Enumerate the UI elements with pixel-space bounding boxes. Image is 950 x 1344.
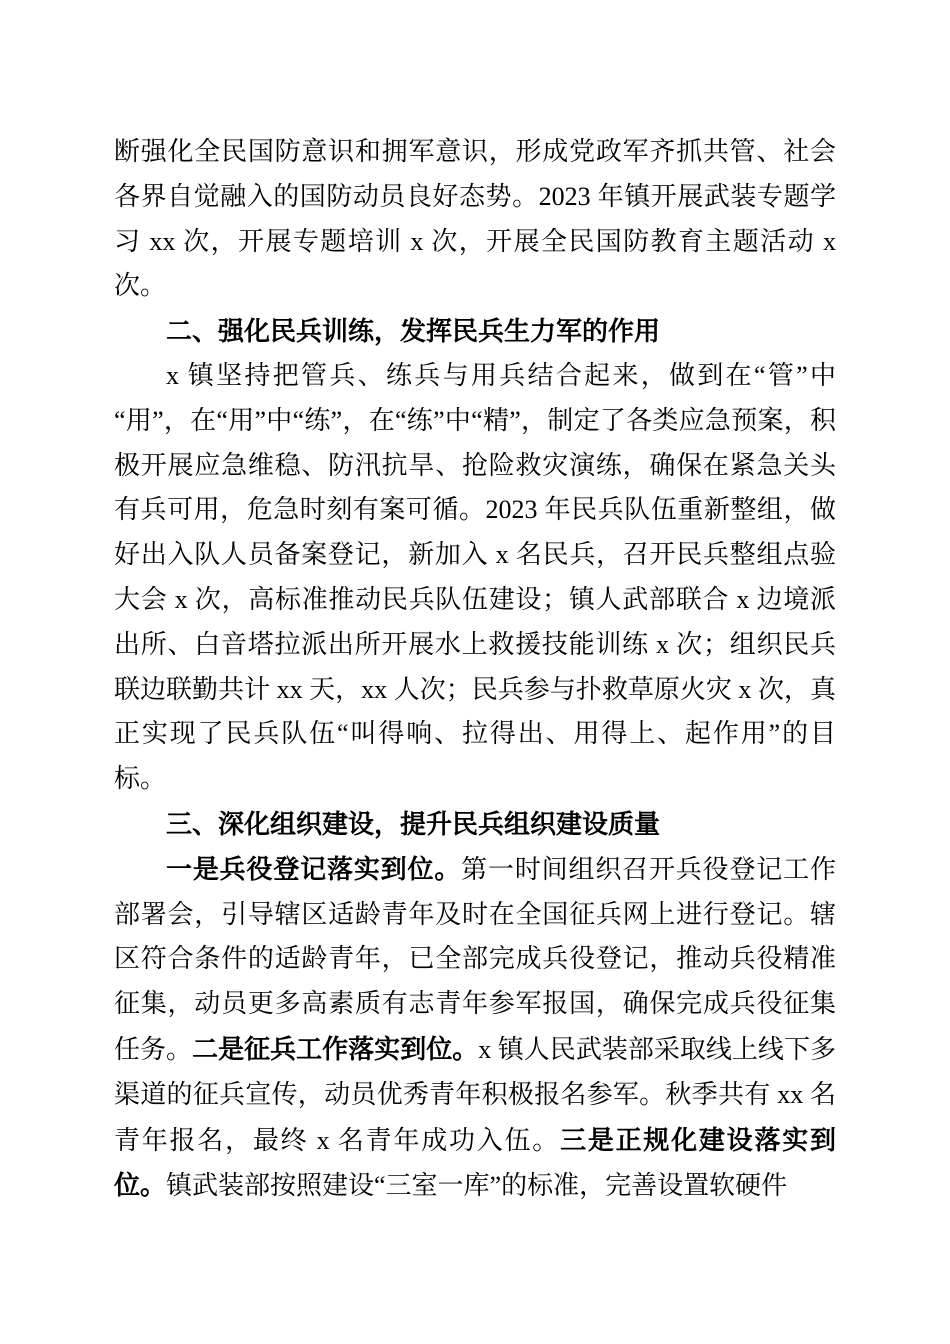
emphasis-run: 二、强化民兵训练，发挥民兵生力军的作用 (166, 316, 661, 347)
emphasis-run: 三、深化组织建设，提升民兵组织建设质量 (166, 808, 661, 839)
paragraph (114, 354, 836, 802)
section-heading (114, 309, 836, 354)
emphasis-run: 三是正规化建设落实到位。 (114, 1124, 836, 1201)
section-heading (114, 802, 836, 847)
text-run: 镇武装部按照建设“三室一库”的标准，完善设置软硬件 (166, 1171, 788, 1201)
document-body (114, 130, 836, 1209)
paragraph (114, 130, 836, 309)
emphasis-run: 二是征兵工作落实到位。 (192, 1033, 479, 1064)
text-run: x 镇坚持把管兵、练兵与用兵结合起来，做到在“管”中“用”，在“用”中“练”，在“练”中“精”，制定了各类应急预案，积极开展应急维稳、防汛抗旱、抢险救灾演练，确保在紧急关头有兵可用，危急时刻有案可循。2023 年民兵队伍重新整组，做好出入队人员备案登记，新加入 x 名民兵，召开民兵整组点验大会 x 次，高标准推动民兵队伍建设；镇人武部联合 x 边境派出所、白音塔拉派出所开展水上救援技能训练 x 次；组织民兵联边联勤共计 xx 天，xx 人次；民兵参与扑救草原火灾 x 次，真正实现了民兵队伍“叫得响、拉得出、用得上、起作用”的目标。 (114, 360, 836, 794)
text-run: 第一时间组织召开兵役登记工作部署会，引导辖区适龄青年及时在全国征兵网上进行登记。辖区符合条件的适龄青年，已全部完成兵役登记，推动兵役精准征集，动员更多高素质有志青年参军报国，确保完成兵役征集任务。 (114, 854, 836, 1064)
text-run: x 镇人民武装部采取线上线下多渠道的征兵宣传，动员优秀青年积极报名参军。秋季共有 xx 名青年报名，最终 x 名青年成功入伍。 (114, 1034, 836, 1155)
paragraph (114, 847, 836, 1209)
text-run: 断强化全民国防意识和拥军意识，形成党政军齐抓共管、社会各界自觉融入的国防动员良好态势。2023 年镇开展武装专题学习 xx 次，开展专题培训 x 次，开展全民国防教育主题活动 x 次。 (114, 137, 836, 301)
emphasis-run: 一是兵役登记落实到位。 (166, 853, 462, 884)
